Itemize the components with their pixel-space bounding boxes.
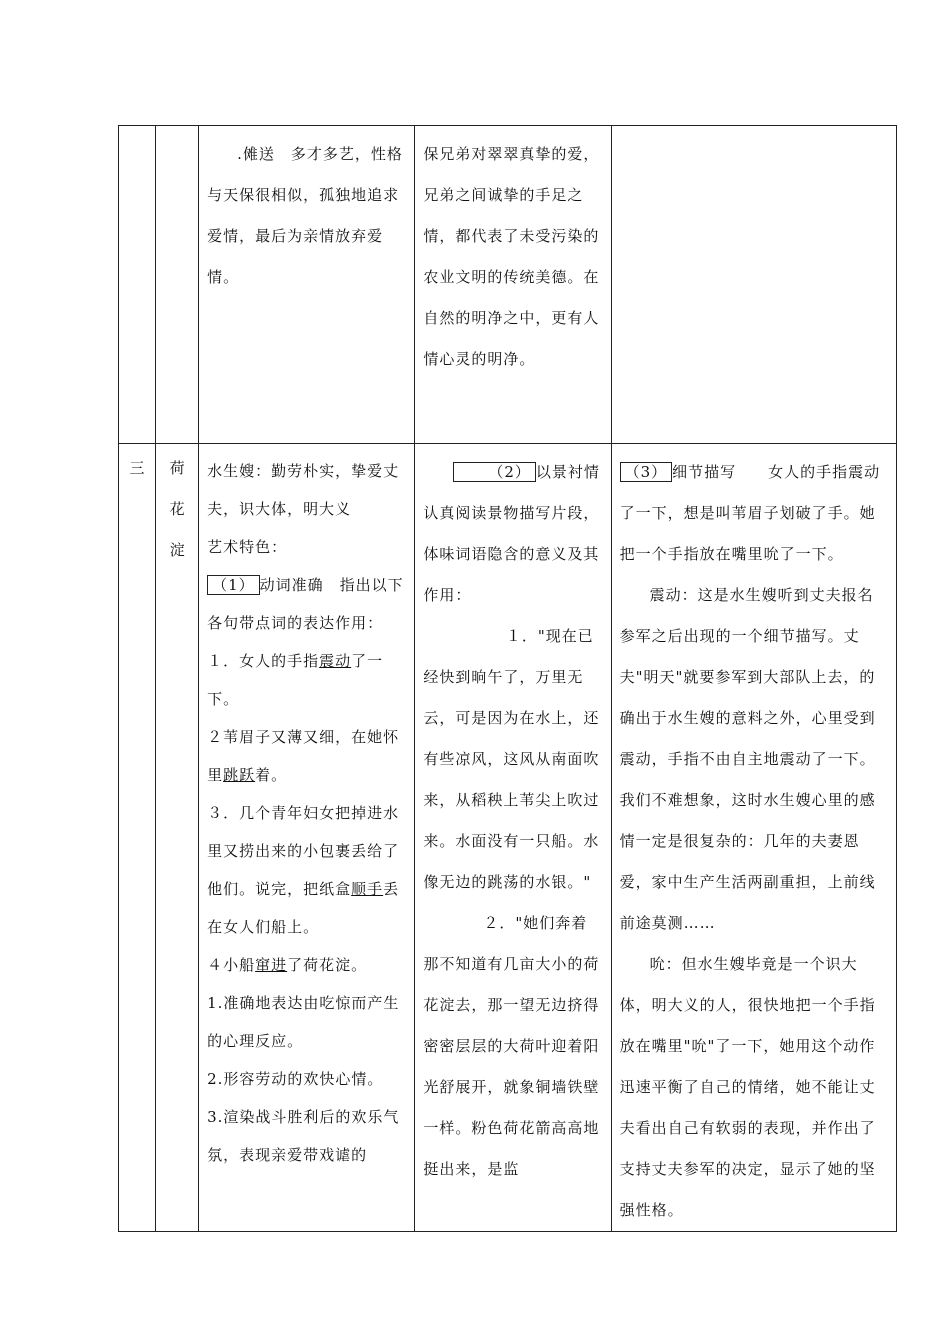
title-char: 花 — [169, 500, 185, 518]
sentence-4 — [207, 946, 406, 984]
table-row — [119, 126, 897, 444]
sentence-2-post: 着。 — [255, 766, 288, 784]
row2-title-cell — [156, 444, 199, 1232]
sentence-3-post: 丢在女人们船上。 — [207, 880, 400, 936]
feature-3-text: 细节描写 女人的手指震动了一下，想是叫苇眉子划破了手。她把一个手指放在嘴里吮了一下。 — [619, 463, 881, 563]
feature-2 — [423, 452, 616, 616]
sentence-3-word: 顺手 — [351, 880, 384, 898]
answer-1: 1.准确地表达由吃惊而产生的心理反应。 — [207, 994, 400, 1050]
boxed-number: （1） — [207, 575, 260, 595]
row1-num-cell — [119, 126, 156, 444]
feature-3 — [620, 452, 888, 575]
content-table — [118, 125, 897, 1232]
boxed-number: （3） — [620, 462, 673, 482]
sentence-1-post: 了一下。 — [207, 652, 384, 708]
row2-num-cell — [119, 444, 156, 1232]
row1-col-a-text: .傩送 多才多艺，性格与天保很相似，孤独地追求爱情，最后为亲情放弃爱情。 — [207, 145, 403, 286]
row1-title-cell — [156, 126, 199, 444]
row2-col-c — [611, 444, 896, 1232]
analysis-1: 震动：这是水生嫂听到丈夫报名参军之后出现的一个细节描写。丈夫"明天"就要参军到大部队上去，的确出于水生嫂的意料之外，心里受到震动，手指不由自主地震动了一下。我们不难想象，这时水生嫂心里的感情一定是很复杂的：几年的夫妻恩爱，家中生产生活两副重担，上前线前途莫测…… — [619, 586, 876, 932]
feature-1 — [207, 566, 406, 642]
sentence-4-word: 窜进 — [255, 956, 288, 974]
row1-col-b — [415, 126, 611, 444]
section-number: 三 — [129, 459, 145, 477]
quote-1: １．"现在已经快到晌午了，万里无云，可是因为在水上，还有些凉风，这风从南面吹来，从稻秧上苇尖上吹过来。水面没有一只船。水像无边的跳荡的水银。" — [423, 627, 600, 891]
row2-col-a — [199, 444, 415, 1232]
sentence-1-pre: １．女人的手指 — [207, 652, 320, 670]
table-row — [119, 444, 897, 1232]
sentence-4-pre: ４小船 — [207, 956, 256, 974]
answer-2: 2.形容劳动的欢快心情。 — [207, 1070, 384, 1088]
sentence-2-word: 跳跃 — [223, 766, 256, 784]
sentence-1 — [207, 642, 406, 718]
sentence-2-pre: ２苇眉子又薄又细，在她怀里 — [207, 728, 400, 784]
feature-1-text: 动词准确 指出以下各句带点词的表达作用： — [207, 576, 404, 632]
boxed-number: （2） — [453, 462, 536, 482]
feature-heading: 艺术特色： — [207, 538, 288, 556]
quote-2: ２．"她们奔着那不知道有几亩大小的荷花淀去，那一望无边挤得密密层层的大荷叶迎着阳光舒展开，就象铜墙铁壁一样。粉色荷花箭高高地挺出来，是监 — [423, 914, 600, 1178]
analysis-2: 吮：但水生嫂毕竟是一个识大体，明大义的人，很快地把一个手指放在嘴里"吮"了一下，她用这个动作迅速平衡了自己的情绪，她不能让丈夫看出自己有软弱的表现，并作出了支持丈夫参军的决定，显示了她的坚强性格。 — [619, 955, 876, 1219]
answer-3: 3.渲染战斗胜利后的欢乐气氛，表现亲爱带戏谑的 — [207, 1108, 400, 1164]
character-intro: 水生嫂：勤劳朴实，挚爱丈夫，识大体，明大义 — [207, 462, 400, 518]
row2-col-b — [415, 444, 616, 1232]
sentence-3 — [207, 794, 406, 946]
row1-col-a — [199, 126, 415, 444]
title-char: 淀 — [169, 541, 185, 559]
sentence-3-pre: ３．几个青年妇女把掉进水里又捞出来的小包裹丢给了他们。说完，把纸盒 — [207, 804, 400, 898]
title-char: 荷 — [169, 459, 185, 477]
sentence-4-post: 了荷花淀。 — [287, 956, 368, 974]
feature-2-text: 以景衬情 认真阅读景物描写片段，体味词语隐含的意义及其作用： — [423, 463, 616, 604]
row1-col-c — [611, 126, 896, 444]
sentence-1-word: 震动 — [319, 652, 352, 670]
sentence-2 — [207, 718, 406, 794]
row1-col-b-text: 保兄弟对翠翠真挚的爱，兄弟之间诚挚的手足之情，都代表了未受污染的农业文明的传统美德。在自然的明净之中，更有人情心灵的明净。 — [423, 145, 600, 368]
